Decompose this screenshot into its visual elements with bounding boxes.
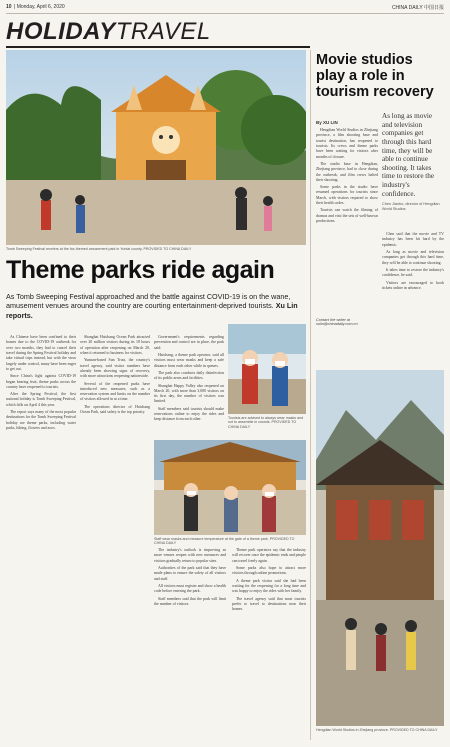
lead-column-2 <box>80 335 150 740</box>
second-photo <box>228 324 306 414</box>
paragraph: All visitors must register and show a health code before entering the park. <box>154 583 226 594</box>
paragraph: Haichang, a theme park operator, said all visitors must wear masks and keep a safe distance from each other while in queues. <box>154 352 224 368</box>
paragraph: Tourists can watch the filming of dramas and visit the sets of well-known productions. <box>316 208 378 223</box>
paragraph: It takes time to restore the industry's confidence, he said. <box>382 267 444 278</box>
paragraph: The industry's outlook is improving as more venues reopen with new measures and visitors gradually return to popular sites. <box>154 548 226 563</box>
paragraph: Several of the reopened parks have introduced new measures, such as a reservation system and limits on the number of visitors allowed in at a time. <box>80 381 150 402</box>
paragraph: Staff members said tourists should make reservations online to enjoy the rides and keep distance from each other. <box>154 406 224 422</box>
middle-column-2 <box>232 548 306 740</box>
section-title <box>6 18 211 46</box>
section-rule <box>6 46 310 48</box>
paragraph: The travel agency said that most tourists prefer to travel to destinations near their homes. <box>232 596 306 612</box>
section-title-word1: HOLIDAY <box>6 18 116 45</box>
paragraph: Some parks also hope to attract more visitors through online promotions. <box>232 565 306 576</box>
paragraph: Government's requirements regarding prevention and control are in place, the park said. <box>154 335 224 350</box>
page-header <box>0 0 450 14</box>
paragraph: The report says many of the most popular destinations for the Tomb Sweeping Festival holiday are theme parks, including water parks, hiking, flowers and zoos. <box>6 410 76 430</box>
paragraph: Since China's fight against COVID-19 began bearing fruit, theme parks across the country have reopened to tourists. <box>6 374 76 389</box>
side-photo-caption: Hengdian World Studios in Zhejiang province. PROVIDED TO CHINA DAILY <box>316 728 438 732</box>
paragraph: Shanghai Happy Valley also reopened on March 20, with more than 3,000 visitors on its first day, the number of visitors was limited. <box>154 383 224 404</box>
paragraph: After the Spring Festival, the first national holiday is Tomb Sweeping Festival, which falls on April 4 this year. <box>6 392 76 407</box>
paragraph: Visitors are encouraged to book tickets online in advance. <box>382 280 444 290</box>
pull-quote-text: As long as movie and television companies get through this hard time, they will be able to continue shooting. It takes time to restore the industry's confidence. <box>382 112 435 198</box>
publication-name: CHINA DAILY 中国日报 <box>391 5 444 11</box>
lead-standfirst <box>6 292 306 320</box>
side-byline: By XU LIN <box>316 120 338 125</box>
main-photo-caption: Tomb Sweeping Festival revelers at the fox-themed amusement park in Yuntai county. PROVIDED TO CHINA DAILY <box>6 247 192 251</box>
paragraph: The park also conducts daily disinfection of its public areas and facilities. <box>154 370 224 381</box>
main-photo <box>6 50 306 245</box>
paragraph: The studio base in Hengdian, Zhejiang province, had to close during the outbreak, and film crews halted their shooting. <box>316 161 378 182</box>
paragraph: A theme park visitor said she had been waiting for the reopening for a long time and was happy to enjoy the rides with her family. <box>232 578 306 594</box>
paragraph: Staff members said that the park will limit the number of visitors. <box>154 596 226 606</box>
side-photo <box>316 370 444 726</box>
paragraph: Theme park operators say that the industry will recover once the epidemic ends and people can travel freely again. <box>232 548 306 563</box>
side-headline: Movie studios play a role in tourism recovery <box>316 52 434 101</box>
page-number: 10 <box>6 4 12 10</box>
paragraph: Some parks in the studio have resumed operations for tourists since March, with visitors required to show their health codes. <box>316 185 378 206</box>
middle-column-1 <box>154 548 226 740</box>
paragraph: Chen said that the movie and TV industry has been hit hard by the epidemic. <box>382 232 444 247</box>
section-title-word2: TRAVEL <box>115 18 211 45</box>
paragraph: Hengdian World Studios in Zhejiang province, a film shooting base and tourist destination, has reopened to tourists. Its crews and theme parks have been waiting for visitors after months of closure. <box>316 128 378 159</box>
paragraph: Shanghai Haichang Ocean Park attracted over 20 million visitors during its 18 hours of operation after reopening on March 20, when it returned to business for visitors. <box>80 335 150 355</box>
paragraph: As Chinese have been confined to their homes due to the COVID-19 outbreak for over two months, they had to cancel their travel during the Spring Festival holiday and take virtual trips instead, but with the virus largely under control, many have been eager to get out. <box>6 335 76 371</box>
pull-quote-author: Chen Jianbo, director of Hengdian World Studios <box>382 202 440 211</box>
issue-date: | Monday, April 6, 2020 <box>14 4 65 10</box>
lead-column-1 <box>6 335 76 740</box>
paragraph: The operations director of Haichang Ocean Park, said safety is the top priority. <box>80 404 150 415</box>
lead-headline: Theme parks ride again <box>6 256 275 284</box>
side-column-2 <box>382 232 444 362</box>
byline: Xu Lin reports. <box>6 301 298 320</box>
paragraph: Authorities of the park said that they have made plans to ensure the safety of all visitors and staff. <box>154 565 226 581</box>
side-intro <box>316 128 378 318</box>
side-contact: Contact the writer at xulin@chinadaily.com.cn <box>316 318 358 326</box>
standfirst-text: As Tomb Sweeping Festival approached and the battle against COVID-19 is on the wane, amusement venues around the country are courting entertainment-deprived tourists. <box>6 292 291 311</box>
column-divider <box>310 50 311 740</box>
bottom-photo-caption: Staff wear masks and measure temperature at the gate of a theme park. PROVIDED TO CHINA DAILY <box>154 537 295 546</box>
pull-quote <box>382 112 444 212</box>
second-photo-caption: Tourists are advised to always wear masks and not to assemble in crowds. PROVIDED TO CHINA DAILY <box>228 416 304 429</box>
paragraph: Yunnan-based Sun Trust, the country's travel agency, said visitor numbers have already been showing signs of recovery, with more attractions reopening nationwide. <box>80 358 150 379</box>
bottom-photo <box>154 440 306 535</box>
paragraph: As long as movie and television companies get through this hard time, they will be able to continue shooting. <box>382 249 444 265</box>
header-rule <box>6 13 444 14</box>
